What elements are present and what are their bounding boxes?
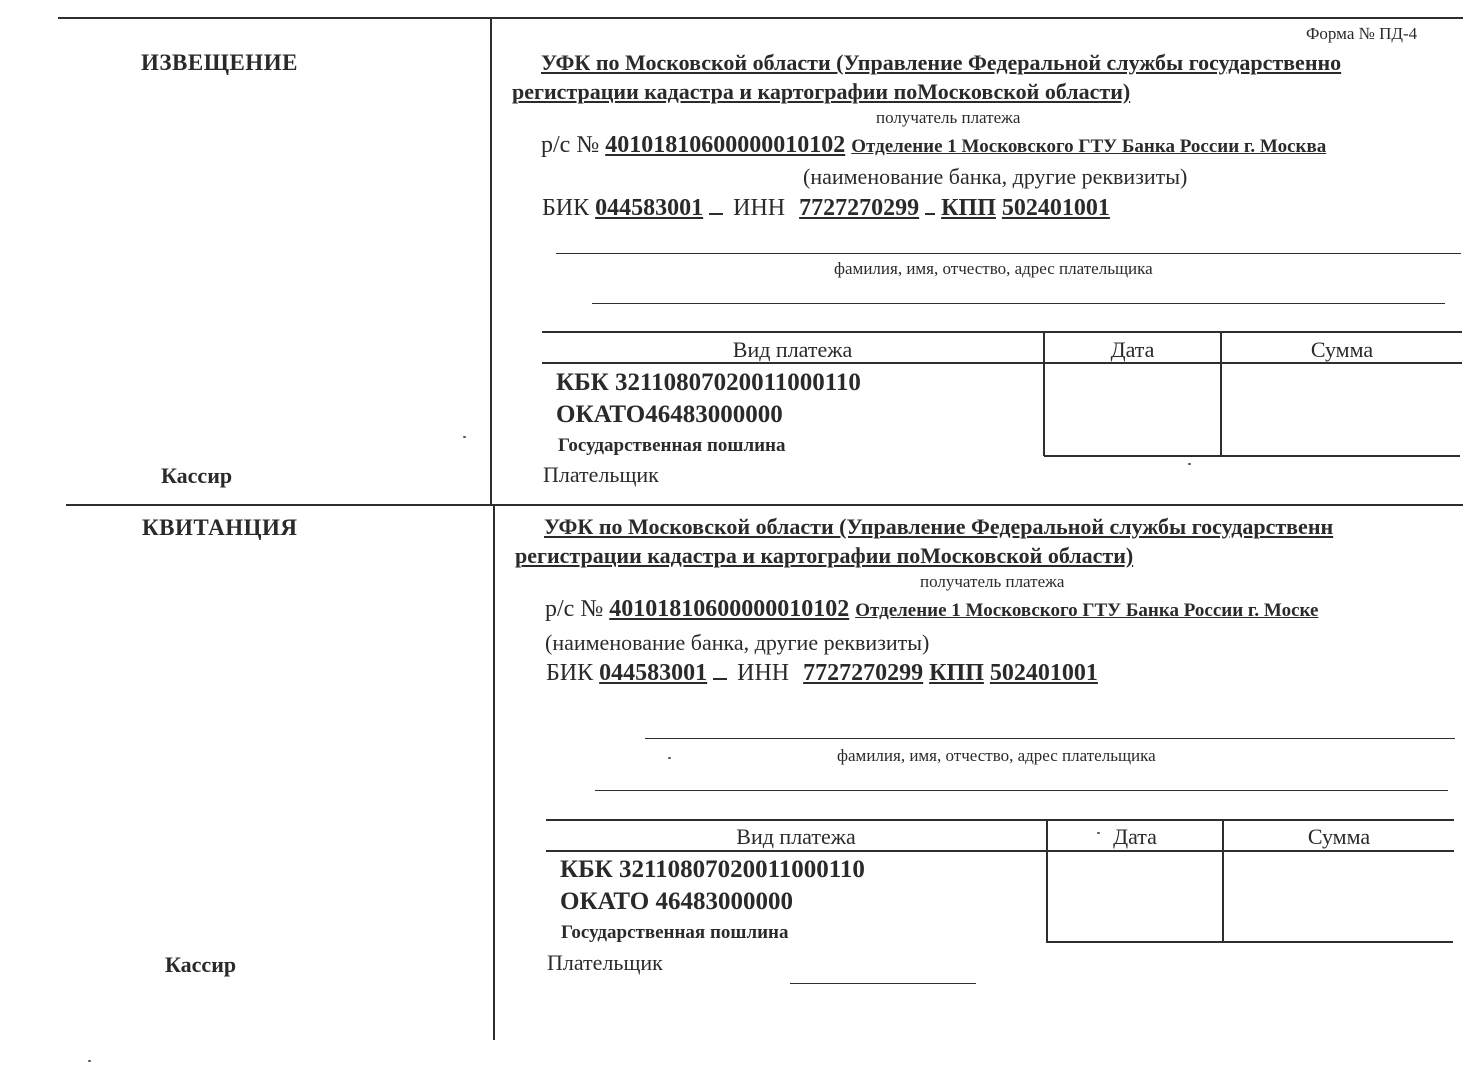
payer-line-2 — [595, 790, 1448, 791]
kpp-label: КПП — [941, 195, 996, 221]
bank-caption: (наименование банка, другие реквизиты) — [545, 630, 930, 655]
form-number: Форма № ПД-4 — [1306, 24, 1418, 43]
header-date: Дата — [1110, 337, 1155, 362]
payer-caption: фамилия, имя, отчество, адрес плательщика — [834, 259, 1153, 278]
kpp-label: КПП — [929, 660, 984, 686]
recipient-line-1: УФК по Московской области (Управление Федеральной службы государственно — [541, 50, 1342, 75]
bik-inn-kpp-row — [542, 195, 1110, 222]
account-number: 40101810600000010102 — [609, 596, 850, 622]
section-title: ИЗВЕЩЕНИЕ — [141, 50, 298, 75]
bank-caption: (наименование банка, другие реквизиты) — [803, 164, 1188, 189]
form-column-divider-top — [490, 18, 492, 504]
okato-code: ОКАТО46483000000 — [556, 401, 783, 428]
bik-value: 044583001 — [595, 195, 704, 221]
scan-speck — [463, 436, 466, 438]
okato-code: ОКАТО 46483000000 — [560, 888, 793, 915]
inn-value: 7727270299 — [803, 660, 924, 686]
table-bottom-border — [1044, 455, 1460, 457]
header-amount: Сумма — [1310, 337, 1374, 362]
recipient-caption: получатель платежа — [876, 108, 1021, 127]
account-prefix: р/с № — [541, 132, 600, 158]
form-column-divider-bottom — [493, 505, 495, 1040]
table-bottom-border — [1047, 941, 1453, 943]
recipient-line-1: УФК по Московской области (Управление Федеральной службы государственн — [544, 514, 1334, 539]
table-top-border — [546, 819, 1454, 821]
payment-purpose: Государственная пошлина — [561, 922, 789, 943]
inn-label: ИНН — [733, 195, 786, 221]
bank-name: Отделение 1 Московского ГТУ Банка России г. Москва — [851, 136, 1327, 157]
kpp-value: 502401001 — [989, 660, 1098, 686]
inn-label: ИНН — [737, 660, 790, 686]
account-number: 40101810600000010102 — [605, 132, 846, 158]
cashier-label: Кассир — [165, 952, 237, 977]
section-title: КВИТАНЦИЯ — [142, 515, 298, 540]
scan-speck — [668, 757, 671, 759]
scan-speck — [1188, 463, 1191, 465]
bik-label: БИК — [546, 660, 594, 686]
payer-signature-line — [790, 983, 976, 984]
account-row — [541, 132, 1326, 159]
payer-line-2 — [592, 303, 1445, 304]
payer-label: Плательщик — [547, 950, 663, 975]
payer-caption: фамилия, имя, отчество, адрес плательщика — [837, 746, 1156, 765]
recipient-line-2: регистрации кадастра и картографии поМосковской области) — [512, 79, 1131, 104]
kbk-code: КБК 32110807020011000110 — [560, 856, 865, 883]
section-divider — [66, 504, 1463, 506]
header-amount: Сумма — [1307, 824, 1371, 849]
header-payment-type: Вид платежа — [732, 337, 853, 362]
recipient-caption: получатель платежа — [920, 572, 1065, 591]
kbk-code: КБК 32110807020011000110 — [556, 369, 861, 396]
scan-speck — [88, 1060, 91, 1062]
kpp-value: 502401001 — [1001, 195, 1110, 221]
table-top-border — [542, 331, 1462, 333]
account-prefix: р/с № — [545, 596, 604, 622]
scan-speck — [1097, 832, 1100, 834]
payer-line-1 — [645, 738, 1455, 739]
bik-inn-kpp-row — [546, 660, 1098, 687]
payer-line-1 — [556, 253, 1461, 254]
inn-value: 7727270299 — [799, 195, 920, 221]
recipient-line-2: регистрации кадастра и картографии поМосковской области) — [515, 543, 1134, 568]
bik-value: 044583001 — [599, 660, 708, 686]
table-header-border — [546, 850, 1454, 852]
bik-label: БИК — [542, 195, 590, 221]
payer-label: Плательщик — [543, 462, 659, 487]
header-date: Дата — [1113, 824, 1157, 849]
cashier-label: Кассир — [161, 463, 233, 488]
form-top-border — [58, 17, 1463, 19]
bank-name: Отделение 1 Московского ГТУ Банка России г. Моске — [855, 600, 1319, 621]
account-row — [545, 596, 1318, 623]
payment-purpose: Государственная пошлина — [558, 435, 786, 456]
header-payment-type: Вид платежа — [736, 824, 856, 849]
